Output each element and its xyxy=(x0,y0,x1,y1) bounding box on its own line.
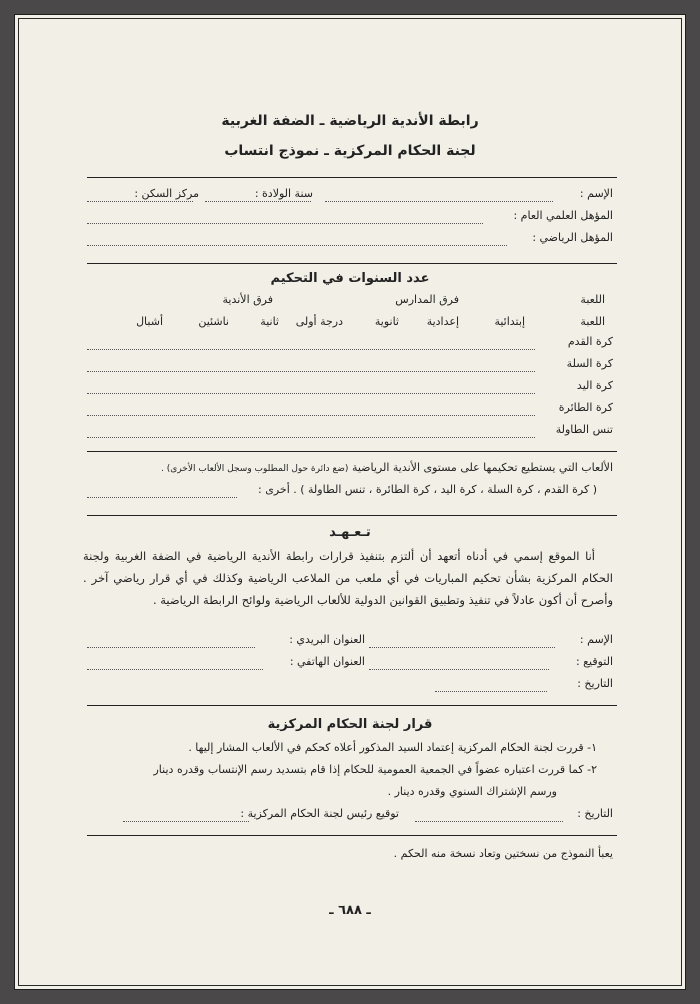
games-question xyxy=(161,461,613,474)
birth-year-label: سنة الولادة : xyxy=(254,187,313,200)
form-page xyxy=(14,14,686,990)
decision-title: قرار لجنة الحكام المركزية xyxy=(267,717,433,732)
game-row-handball: كرة اليد xyxy=(576,379,613,392)
handball-row-field[interactable] xyxy=(87,393,535,394)
name-field[interactable] xyxy=(325,201,553,202)
divider xyxy=(87,177,617,178)
phone-label: العنوان الهاتفي : xyxy=(289,655,365,668)
divider xyxy=(87,515,617,516)
pledge-date-field[interactable] xyxy=(435,691,547,692)
decision-date-label: التاريخ : xyxy=(577,807,613,820)
residence-label: مركز السكن : xyxy=(134,187,199,200)
decision-item-2-cont: ورسم الإشتراك السنوي وقدره دينار . xyxy=(387,785,557,798)
divider xyxy=(87,263,617,264)
chairman-signature-field[interactable] xyxy=(123,821,249,822)
pledge-name-field[interactable] xyxy=(369,647,555,648)
postal-address-label: العنوان البريدي : xyxy=(289,633,365,646)
divider xyxy=(87,835,617,836)
decision-item-1: ١- قررت لجنة الحكام المركزية إعتماد السيد المذكور أعلاه كحكم في الألعاب المشار إليها . xyxy=(188,741,597,754)
game-column-header: اللعبة xyxy=(580,293,605,306)
chairman-signature-label: توقيع رئيس لجنة الحكام المركزية : xyxy=(240,807,399,820)
sub-header-juniors: ناشئين xyxy=(198,315,229,328)
games-question-note: (ضع دائرة حول المطلوب وسجل الألعاب الأخرى) . xyxy=(161,464,349,474)
decision-item-2: ٢- كما قررت اعتباره عضواً في الجمعية العمومية للحكام إذا قام بتسديد رسم الإنتساب وقدره دينار xyxy=(153,763,597,776)
football-row-field[interactable] xyxy=(87,349,535,350)
sub-header-secondary: ثانوية xyxy=(374,315,399,328)
volleyball-row-field[interactable] xyxy=(87,415,535,416)
pledge-signature-field[interactable] xyxy=(369,669,549,670)
decision-date-field[interactable] xyxy=(415,821,563,822)
pledge-text: أنا الموقع إسمي في أدناه أتعهد أن ألتزم بتنفيذ قرارات رابطة الأندية الرياضية في الضفة الغربية ولجنة الحكام المركزية بشأن تحكيم المباريات في أي ملعب من الملاعب الرياضية وكذلك في أي قرار رياضي آخر . وأصرح أن أكون عادلاً في تنفيذ وتطبيق القوانين الدولية للألعاب الرياضية ولوائح الرابطة الرياضية . xyxy=(83,549,613,607)
pledge-title: تـعـهـد xyxy=(329,525,371,540)
postal-address-field[interactable] xyxy=(87,647,255,648)
org-title: رابطة الأندية الرياضية ـ الضفة الغربية xyxy=(221,113,479,129)
pledge-signature-label: التوقيع : xyxy=(575,655,613,668)
schools-group-header: فرق المدارس xyxy=(395,293,459,306)
game-row-table-tennis: تنس الطاولة xyxy=(555,423,613,436)
game-row-volleyball: كرة الطائرة xyxy=(558,401,613,414)
basketball-row-field[interactable] xyxy=(87,371,535,372)
games-options: ( كرة القدم ، كرة السلة ، كرة اليد ، كرة الطائرة ، تنس الطاولة ) . أخرى : xyxy=(258,483,597,496)
sub-header-primary: إبتدائية xyxy=(494,315,525,328)
form-title: لجنة الحكام المركزية ـ نموذج انتساب xyxy=(224,143,476,159)
name-label: الإسم : xyxy=(579,187,613,200)
phone-field[interactable] xyxy=(87,669,263,670)
years-title: عدد السنوات في التحكيم xyxy=(270,271,430,286)
education-field[interactable] xyxy=(87,223,483,224)
table-tennis-row-field[interactable] xyxy=(87,437,535,438)
pledge-date-label: التاريخ : xyxy=(577,677,613,690)
other-games-field[interactable] xyxy=(87,497,237,498)
game-row-basketball: كرة السلة xyxy=(566,357,613,370)
birth-year-field[interactable] xyxy=(205,201,311,202)
sub-header-cubs: أشبال xyxy=(136,315,163,328)
divider xyxy=(87,451,617,452)
game-row-football: كرة القدم xyxy=(567,335,613,348)
clubs-group-header: فرق الأندية xyxy=(222,293,273,306)
page-number: ـ ٦٨٨ ـ xyxy=(329,903,371,918)
sports-qualification-field[interactable] xyxy=(87,245,507,246)
residence-field[interactable] xyxy=(87,201,193,202)
divider xyxy=(87,705,617,706)
game-column-header: اللعبة xyxy=(580,315,605,328)
games-question-main: الألعاب التي يستطيع تحكيمها على مستوى الأندية الرياضية xyxy=(351,461,613,474)
education-label: المؤهل العلمي العام : xyxy=(513,209,613,222)
sub-header-second: ثانية xyxy=(260,315,279,328)
pledge-name-label: الإسم : xyxy=(579,633,613,646)
footer-note: يعبأ النموذج من نسختين وتعاد نسخة منه الحكم . xyxy=(393,847,613,860)
sub-header-preparatory: إعدادية xyxy=(426,315,459,328)
sub-header-first-degree: درجة أولى xyxy=(295,315,343,328)
sports-qualification-label: المؤهل الرياضي : xyxy=(532,231,613,244)
